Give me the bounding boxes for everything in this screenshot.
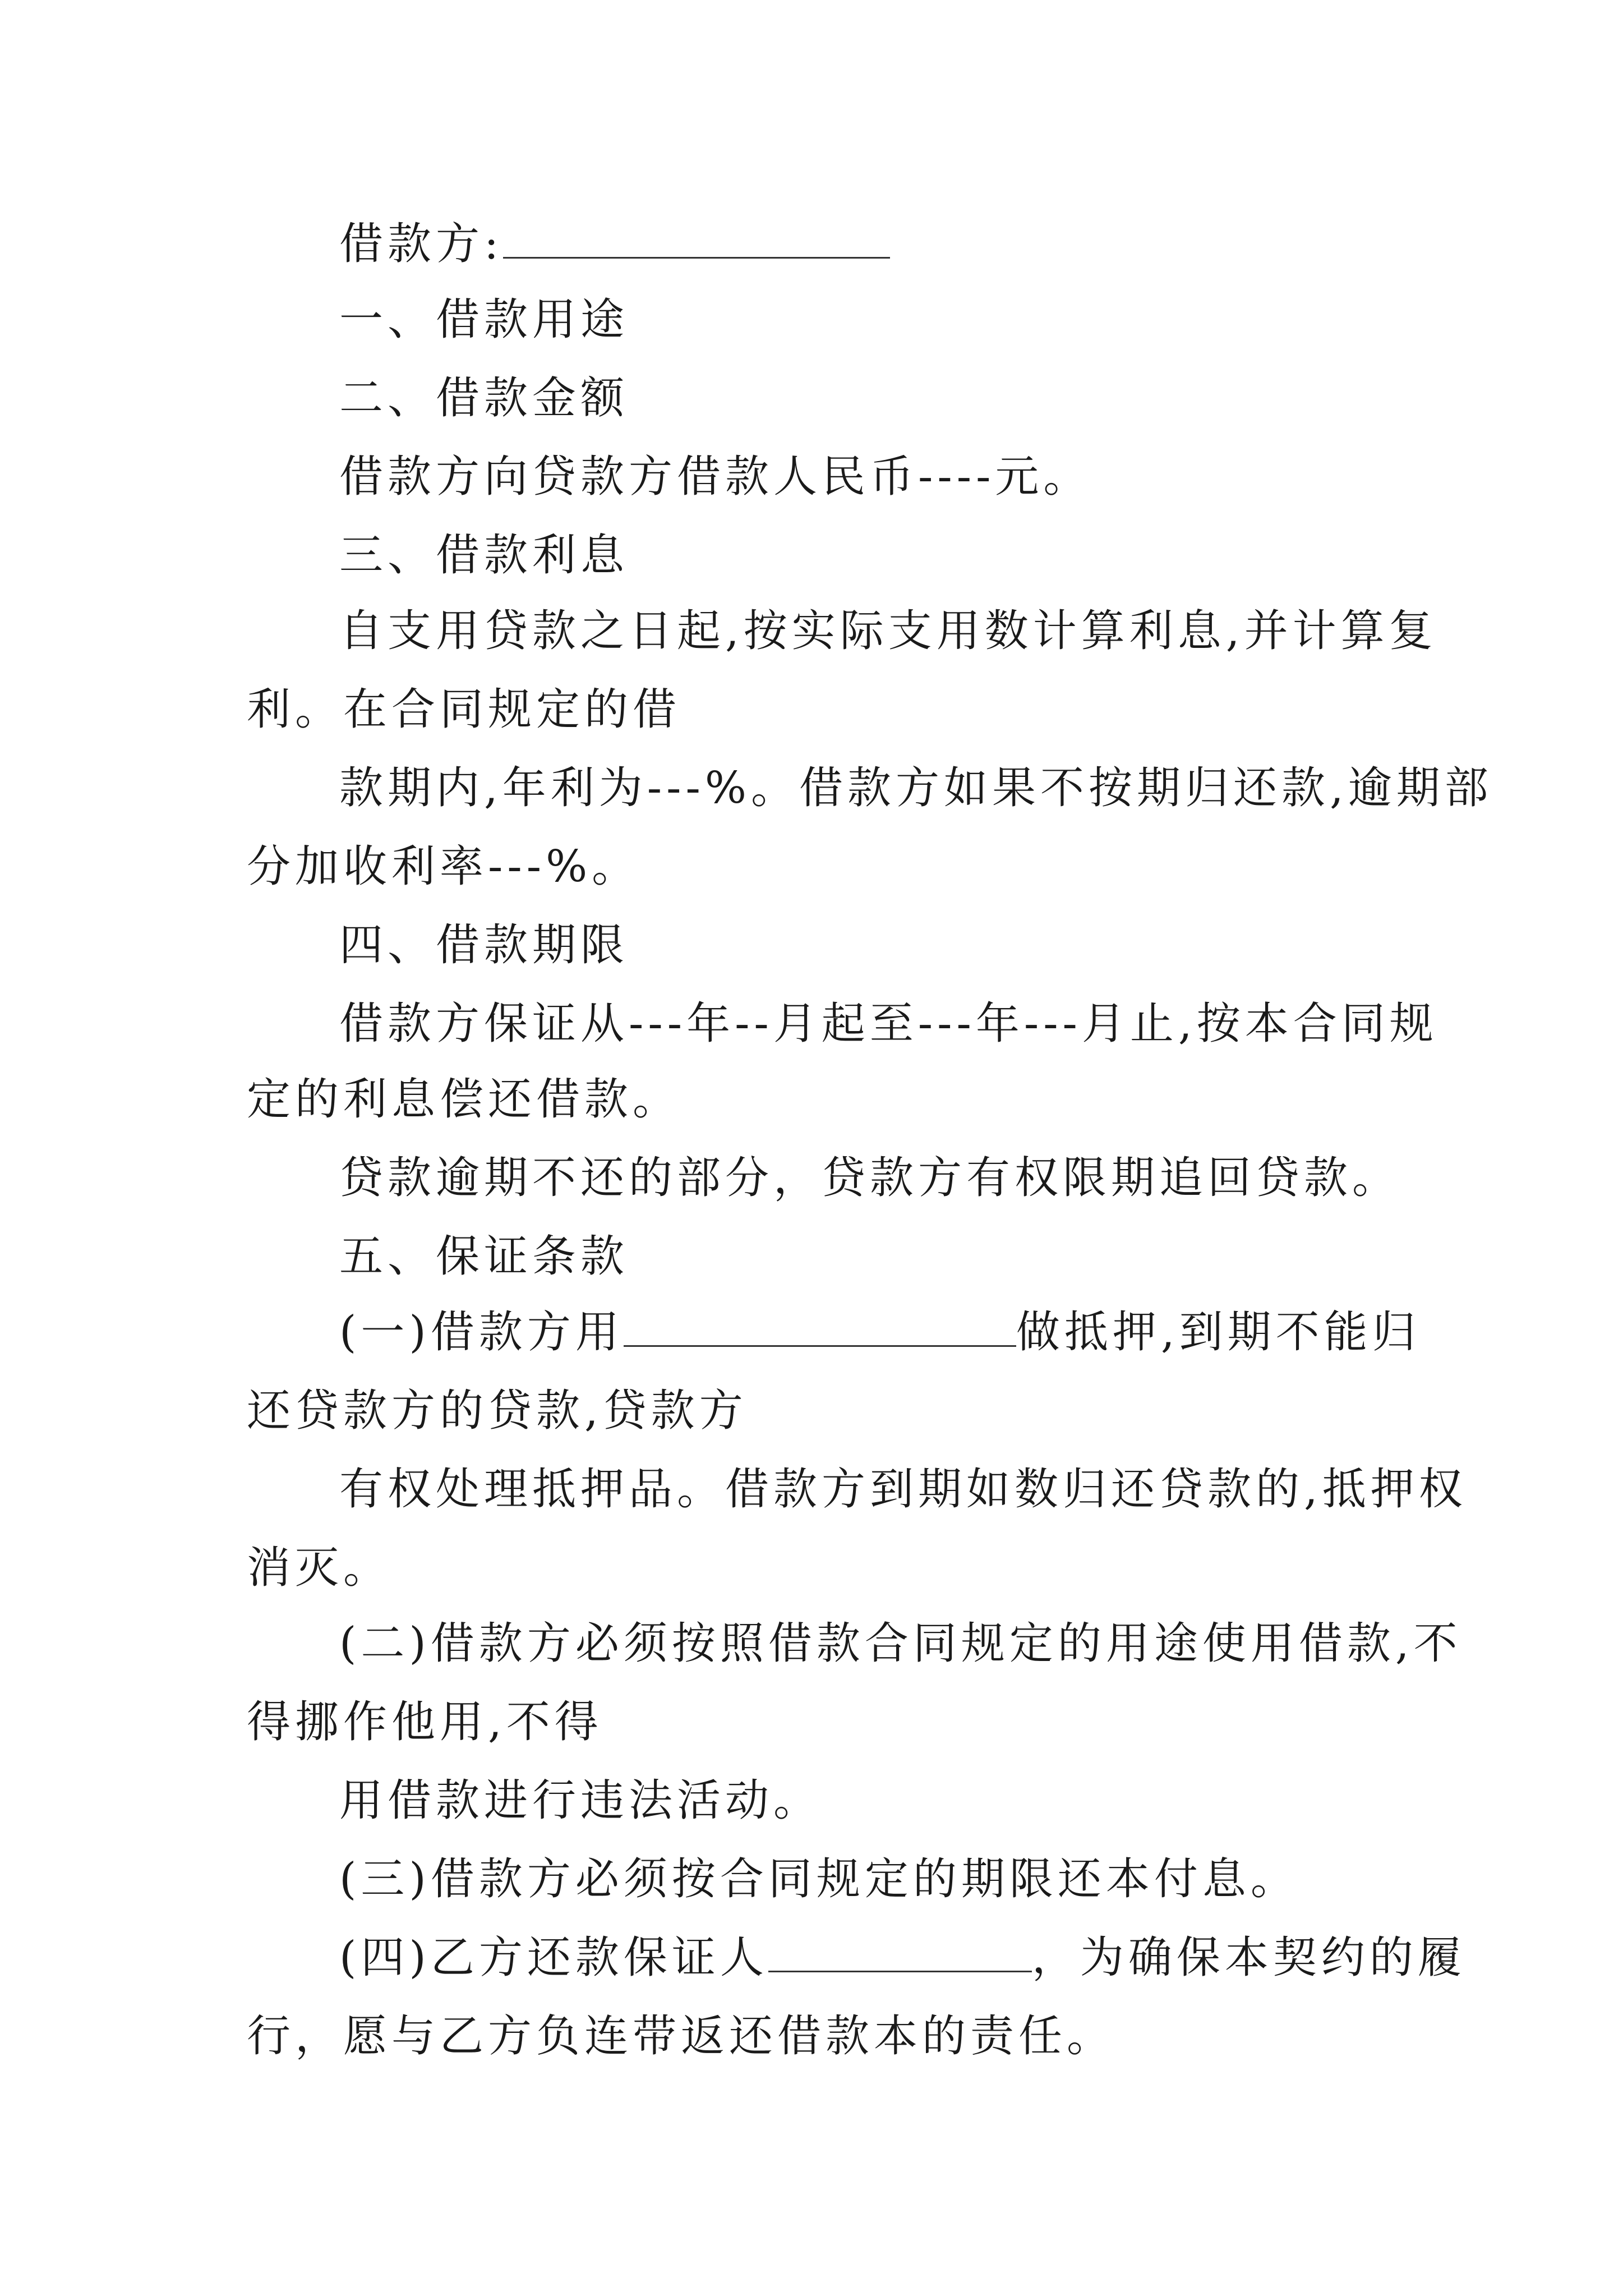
clause-1-line-1 <box>339 1304 1421 1360</box>
borrower-label: 借款方: <box>339 219 504 269</box>
clause-2-line-3: 用借款进行违法活动。 <box>339 1775 822 1826</box>
section-heading-guarantee: 五、保证条款 <box>339 1231 629 1282</box>
guarantor-blank <box>768 1931 1032 1972</box>
section-heading-interest: 三、借款利息 <box>339 530 629 581</box>
clause-1-line-2: 还贷款方的贷款,贷款方 <box>247 1386 748 1436</box>
clause-1-line-4: 消灭。 <box>247 1543 392 1593</box>
borrower-blank <box>503 218 890 259</box>
clause-4-line-2: 行，愿与乙方负连带返还借款本的责任。 <box>247 2011 1115 2062</box>
paragraph-term-2: 定的利息偿还借款。 <box>247 1074 681 1125</box>
paragraph-overdue: 贷款逾期不还的部分，贷款方有权限期追回贷款。 <box>339 1153 1401 1203</box>
section-heading-purpose: 一、借款用途 <box>339 295 629 345</box>
clause-4-line-1 <box>339 1930 1466 1986</box>
clause-1-line-3: 有权处理抵押品。借款方到期如数归还贷款的,抵押权 <box>339 1464 1467 1515</box>
paragraph-interest-3: 款期内,年利为---%。借款方如果不按期归还款,逾期部 <box>339 763 1493 813</box>
clause-4-text-before: (四)乙方还款保证人 <box>339 1932 768 1983</box>
section-heading-amount: 二、借款金额 <box>339 373 629 424</box>
borrower-line <box>339 216 890 272</box>
paragraph-amount: 借款方向贷款方借款人民币----元。 <box>339 452 1092 502</box>
clause-2-line-2: 得挪作他用,不得 <box>247 1697 603 1747</box>
paragraph-term-1: 借款方保证从---年--月起至---年---月止,按本合同规 <box>339 999 1438 1049</box>
clause-4-text-after: ，为确保本契约的履 <box>1031 1932 1466 1983</box>
section-heading-term: 四、借款期限 <box>339 920 629 970</box>
paragraph-interest-1: 自支用贷款之日起,按实际支用数计算利息,并计算复 <box>339 606 1437 656</box>
paragraph-interest-4: 分加收利率---%。 <box>247 841 640 892</box>
paragraph-interest-2: 利。在合同规定的借 <box>247 684 681 735</box>
clause-3: (三)借款方必须按合同规定的期限还本付息。 <box>339 1854 1299 1904</box>
clause-2-line-1: (二)借款方必须按照借款合同规定的用途使用借款,不 <box>339 1618 1462 1669</box>
collateral-blank <box>624 1306 1016 1347</box>
clause-1-text-after: 做抵押,到期不能归 <box>1016 1307 1421 1358</box>
clause-1-text-before: (一)借款方用 <box>339 1307 624 1358</box>
